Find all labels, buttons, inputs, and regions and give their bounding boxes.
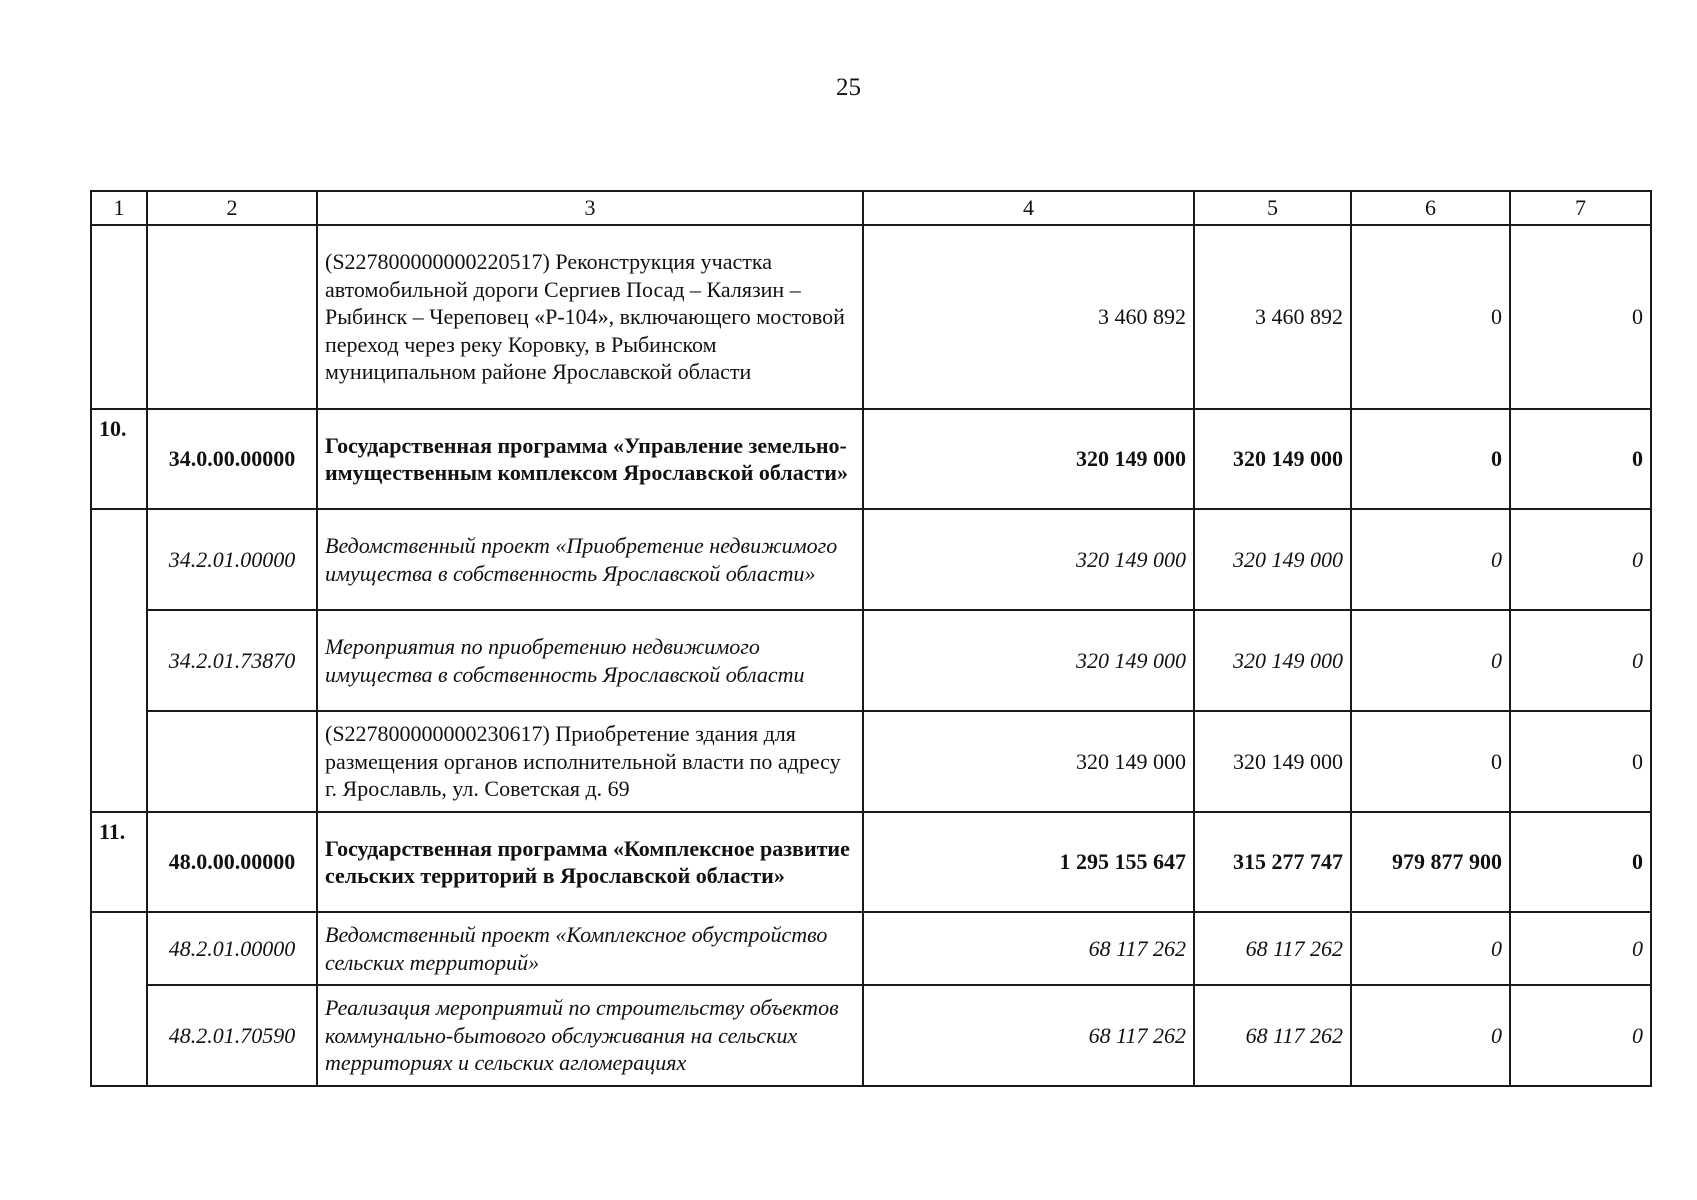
column-7-value: 0	[1510, 509, 1651, 610]
column-header: 7	[1510, 191, 1651, 225]
column-header: 6	[1351, 191, 1510, 225]
budget-code-cell: 34.2.01.73870	[147, 610, 317, 711]
budget-code-cell: 48.2.01.00000	[147, 912, 317, 985]
column-7-value: 0	[1510, 711, 1651, 812]
item-name-cell: Ведомственный проект «Комплексное обустройство сельских территорий»	[317, 912, 863, 985]
column-4-value: 320 149 000	[863, 509, 1194, 610]
column-7-value: 0	[1510, 225, 1651, 409]
column-4-value: 320 149 000	[863, 711, 1194, 812]
item-name-cell: Государственная программа «Комплексное развитие сельских территорий в Ярославской области»	[317, 812, 863, 912]
item-name-cell: Мероприятия по приобретению недвижимого имущества в собственность Ярославской области	[317, 610, 863, 711]
budget-code-cell	[147, 711, 317, 812]
column-5-value: 320 149 000	[1194, 509, 1351, 610]
table-row	[91, 912, 1651, 985]
table-row	[91, 409, 1651, 509]
table-row	[91, 812, 1651, 912]
budget-code-cell: 34.0.00.00000	[147, 409, 317, 509]
row-number-cell	[91, 912, 147, 985]
table-row	[91, 225, 1651, 409]
column-7-value: 0	[1510, 912, 1651, 985]
page-number: 25	[836, 74, 861, 101]
table-row	[91, 711, 1651, 812]
column-6-value: 0	[1351, 409, 1510, 509]
column-number-header-row	[91, 191, 1651, 225]
item-name-cell: Реализация мероприятий по строительству объектов коммунально-бытового обслуживания на сельских территориях и сельских агломерациях	[317, 985, 863, 1086]
column-5-value: 3 460 892	[1194, 225, 1351, 409]
column-5-value: 315 277 747	[1194, 812, 1351, 912]
column-6-value: 0	[1351, 985, 1510, 1086]
column-5-value: 320 149 000	[1194, 409, 1351, 509]
row-number-cell: 10.	[91, 409, 147, 509]
column-4-value: 68 117 262	[863, 985, 1194, 1086]
budget-code-cell	[147, 225, 317, 409]
column-4-value: 3 460 892	[863, 225, 1194, 409]
column-5-value: 68 117 262	[1194, 985, 1351, 1086]
column-6-value: 0	[1351, 509, 1510, 610]
column-header: 4	[863, 191, 1194, 225]
column-header: 5	[1194, 191, 1351, 225]
column-5-value: 320 149 000	[1194, 711, 1351, 812]
column-7-value: 0	[1510, 409, 1651, 509]
column-4-value: 320 149 000	[863, 610, 1194, 711]
column-6-value: 0	[1351, 610, 1510, 711]
column-header: 2	[147, 191, 317, 225]
column-7-value: 0	[1510, 610, 1651, 711]
item-name-cell: (S227800000000230617) Приобретение здания для размещения органов исполнительной власти по адресу г. Ярославль, ул. Советская д. 69	[317, 711, 863, 812]
column-4-value: 320 149 000	[863, 409, 1194, 509]
column-5-value: 68 117 262	[1194, 912, 1351, 985]
column-4-value: 68 117 262	[863, 912, 1194, 985]
item-name-cell: (S227800000000220517) Реконструкция участка автомобильной дороги Сергиев Посад – Калязин – Рыбинск – Череповец «Р-104», включающего мостовой переход через реку Коровку, в Рыбинском муниципальном районе Ярославской области	[317, 225, 863, 409]
column-header: 1	[91, 191, 147, 225]
column-6-value: 0	[1351, 225, 1510, 409]
budget-code-cell: 48.2.01.70590	[147, 985, 317, 1086]
table-row	[91, 610, 1651, 711]
column-header: 3	[317, 191, 863, 225]
row-number-cell	[91, 509, 147, 610]
column-4-value: 1 295 155 647	[863, 812, 1194, 912]
item-name-cell: Ведомственный проект «Приобретение недвижимого имущества в собственность Ярославской области»	[317, 509, 863, 610]
row-number-cell: 11.	[91, 812, 147, 912]
column-7-value: 0	[1510, 985, 1651, 1086]
budget-table	[90, 190, 1652, 1087]
budget-code-cell: 34.2.01.00000	[147, 509, 317, 610]
row-number-cell	[91, 610, 147, 711]
row-number-cell	[91, 225, 147, 409]
table-row	[91, 985, 1651, 1086]
column-6-value: 0	[1351, 912, 1510, 985]
row-number-cell	[91, 985, 147, 1086]
column-7-value: 0	[1510, 812, 1651, 912]
table-row	[91, 509, 1651, 610]
column-6-value: 979 877 900	[1351, 812, 1510, 912]
item-name-cell: Государственная программа «Управление земельно-имущественным комплексом Ярославской области»	[317, 409, 863, 509]
row-number-cell	[91, 711, 147, 812]
column-5-value: 320 149 000	[1194, 610, 1351, 711]
budget-code-cell: 48.0.00.00000	[147, 812, 317, 912]
column-6-value: 0	[1351, 711, 1510, 812]
